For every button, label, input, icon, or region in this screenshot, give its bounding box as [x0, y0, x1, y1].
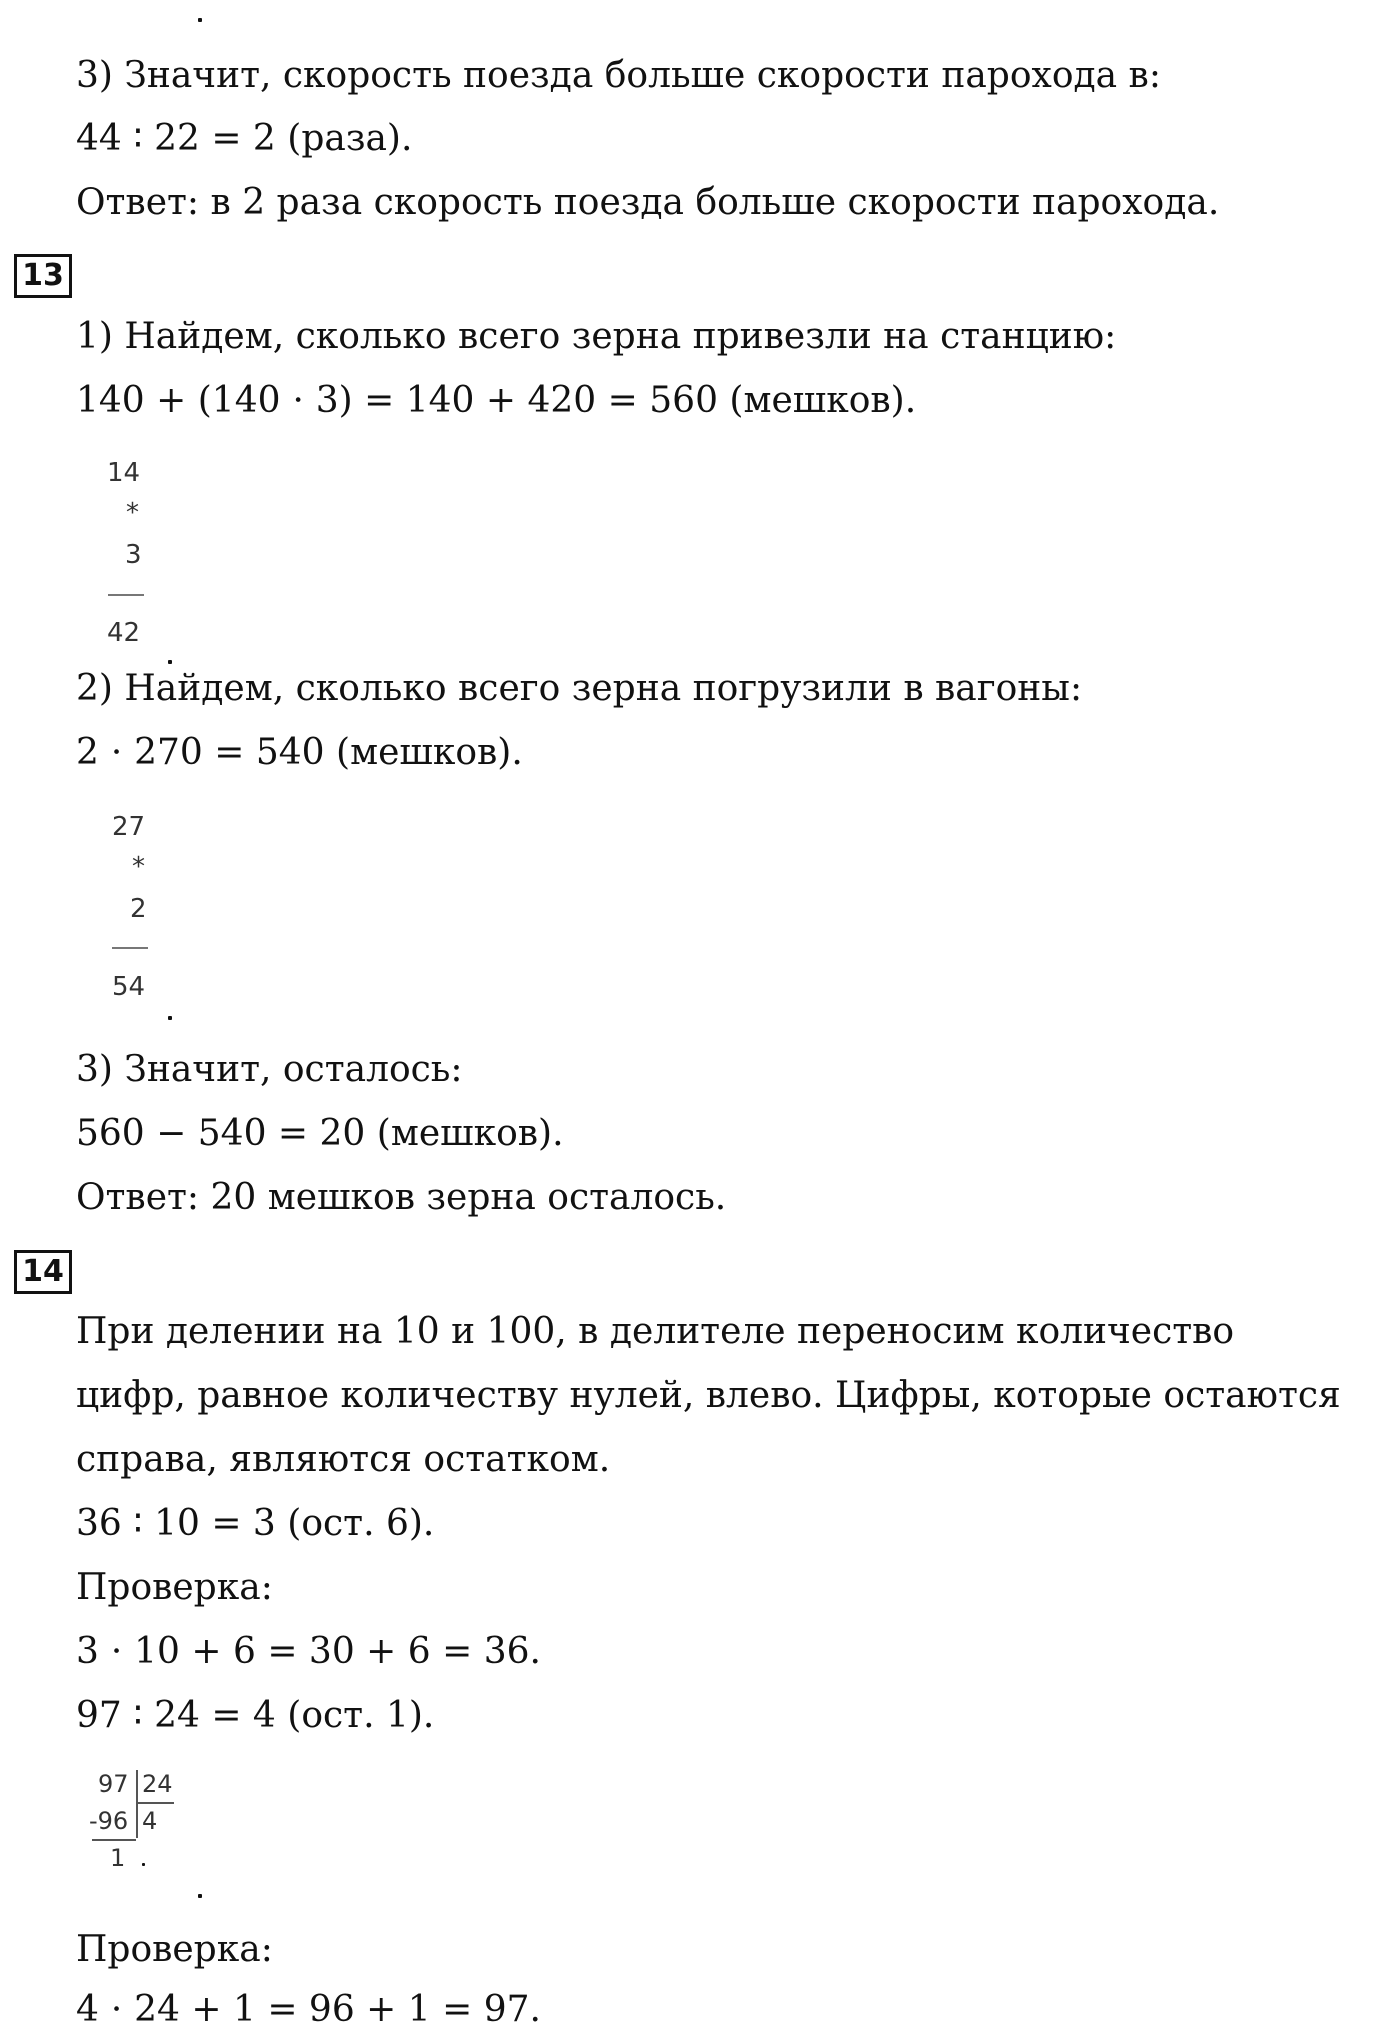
- mult-line: [112, 947, 148, 949]
- division-remainder: 1: [110, 1844, 126, 1872]
- text-line: Проверка:: [76, 1567, 273, 1608]
- division-dividend: 97: [98, 1770, 129, 1798]
- dot-mark: [168, 660, 172, 664]
- answer-line: Ответ: в 2 раза скорость поезда больше скорости парохода.: [76, 182, 1220, 223]
- mult-result: 54: [112, 972, 146, 1002]
- equation-line: 97 ∶ 24 = 4 (ост. 1).: [76, 1695, 435, 1736]
- equation-line: 36 ∶ 10 = 3 (ост. 6).: [76, 1503, 435, 1544]
- division-subtract: -96: [89, 1807, 129, 1835]
- dot-mark: [198, 18, 202, 22]
- text-line: Проверка:: [76, 1929, 273, 1970]
- division-subtract-underline: [92, 1839, 136, 1841]
- answer-line: Ответ: 20 мешков зерна осталось.: [76, 1177, 727, 1218]
- mult-line: [108, 594, 144, 596]
- division-divisor: 24: [142, 1770, 173, 1798]
- text-line: цифр, равное количеству нулей, влево. Цифры, которые остаются: [76, 1375, 1341, 1416]
- equation-line: 3 ⋅ 10 + 6 = 30 + 6 = 36.: [76, 1631, 541, 1672]
- equation-line: 560 − 540 = 20 (мешков).: [76, 1113, 564, 1154]
- dot-mark: [142, 1863, 145, 1866]
- text-line: При делении на 10 и 100, в делителе переносим количество: [76, 1311, 1235, 1352]
- equation-line: 44 ∶ 22 = 2 (раза).: [76, 118, 413, 159]
- mult-top-number: 14: [107, 458, 141, 488]
- text-line: справа, являются остатком.: [76, 1439, 611, 1480]
- text-line: 3) Значит, скорость поезда больше скорости парохода в:: [76, 55, 1161, 96]
- dot-mark: [168, 1016, 172, 1020]
- task-number-13: 13: [14, 254, 72, 298]
- equation-line: 140 + (140 ⋅ 3) = 140 + 420 = 560 (мешков).: [76, 380, 917, 421]
- text-line: 2) Найдем, сколько всего зерна погрузили в вагоны:: [76, 668, 1083, 709]
- mult-operator: *: [126, 498, 139, 528]
- mult-bottom-number: 2: [130, 894, 147, 924]
- division-divisor-underline: [138, 1802, 174, 1804]
- division-vertical-line: [136, 1770, 138, 1838]
- mult-bottom-number: 3: [125, 540, 142, 570]
- text-line: 1) Найдем, сколько всего зерна привезли на станцию:: [76, 316, 1117, 357]
- mult-result: 42: [107, 618, 141, 648]
- mult-operator: *: [132, 852, 145, 882]
- equation-line: 4 ⋅ 24 + 1 = 96 + 1 = 97.: [76, 1989, 541, 2030]
- text-line: 3) Значит, осталось:: [76, 1049, 463, 1090]
- mult-top-number: 27: [112, 812, 146, 842]
- equation-line: 2 ⋅ 270 = 540 (мешков).: [76, 732, 523, 773]
- division-quotient: 4: [142, 1807, 158, 1835]
- task-number-14: 14: [14, 1250, 72, 1294]
- dot-mark: [198, 1894, 202, 1898]
